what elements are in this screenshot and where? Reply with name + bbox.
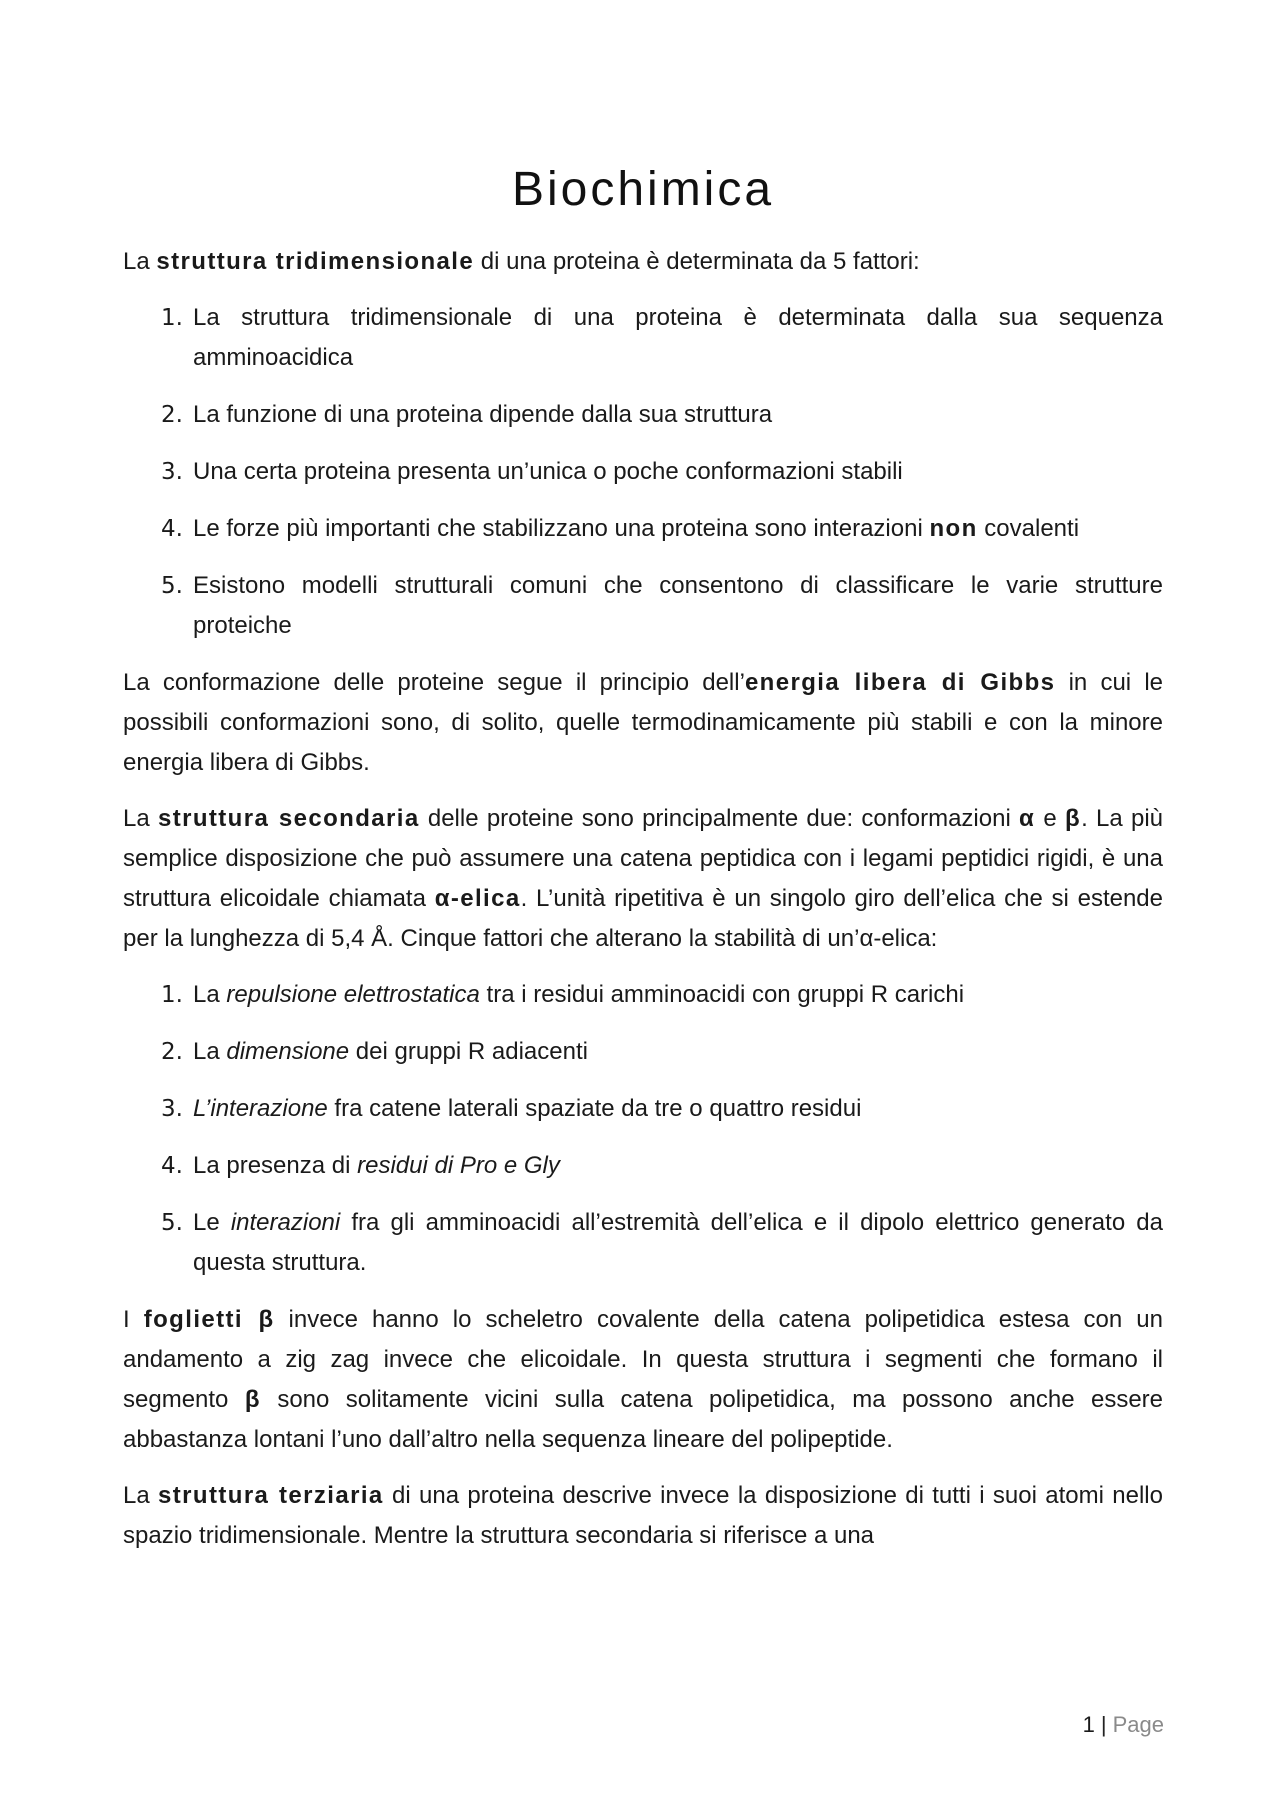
paragraph-gibbs: La conformazione delle proteine segue il principio dell’energia libera di Gibbs in cui le possibili conformazioni sono, di solito, quelle termodinamicamente più stabili e con la minore energia libera di Gibbs. bbox=[123, 669, 1163, 776]
list-item: 2. La funzione di una proteina dipende dalla sua struttura bbox=[123, 395, 1163, 435]
list-number: 1. bbox=[161, 305, 183, 331]
list-item: 3. Una certa proteina presenta un’unica o poche conformazioni stabili bbox=[123, 452, 1163, 492]
stability-factors-list bbox=[123, 975, 1163, 1283]
list-number: 5. bbox=[161, 1210, 183, 1236]
bold-term: β bbox=[244, 1386, 261, 1413]
list-item: 1. La repulsione elettrostatica tra i residui amminoacidi con gruppi R carichi bbox=[123, 975, 1163, 1015]
page-label: Page bbox=[1112, 1712, 1164, 1737]
list-item: 4. La presenza di residui di Pro e Gly bbox=[123, 1146, 1163, 1186]
list-item: 1. La struttura tridimensionale di una proteina è determinata dalla sua sequenza amminoacidica bbox=[123, 298, 1163, 378]
bold-term: struttura tridimensionale bbox=[156, 248, 475, 275]
page-number: 1 bbox=[1082, 1712, 1095, 1737]
bold-term: α bbox=[1019, 805, 1036, 832]
list-number: 3. bbox=[161, 459, 183, 485]
list-item: 3. L’interazione fra catene laterali spaziate da tre o quattro residui bbox=[123, 1089, 1163, 1129]
paragraph-intro: La struttura tridimensionale di una proteina è determinata da 5 fattori: bbox=[123, 248, 920, 275]
paragraph-secondary-structure: La struttura secondaria delle proteine sono principalmente due: conformazioni α e β. La più semplice disposizione che può assumere una catena peptidica con i legami peptidici rigidi, è una struttura elicoidale chiamata α-elica. L’unità ripetitiva è un singolo giro dell’elica che si estende per la lunghezza di 5,4 Å. Cinque fattori che alterano la stabilità di un’α-elica: bbox=[123, 805, 1164, 952]
bold-term: struttura secondaria bbox=[157, 805, 420, 832]
bold-term: energia libera di Gibbs bbox=[744, 669, 1056, 696]
list-number: 1. bbox=[161, 982, 183, 1008]
bold-term: β bbox=[1065, 805, 1082, 832]
paragraph-tertiary-structure: La struttura terziaria di una proteina descrive invece la disposizione di tutti i suoi atomi nello spazio tridimensionale. Mentre la struttura secondaria si riferisce a una bbox=[123, 1482, 1163, 1549]
list-item: 5. Le interazioni fra gli amminoacidi all’estremità dell’elica e il dipolo elettrico generato da questa struttura. bbox=[123, 1203, 1163, 1283]
paragraph-beta-sheets: I foglietti β invece hanno lo scheletro covalente della catena polipetidica estesa con un andamento a zig zag invece che elicoidale. In questa struttura i segmenti che formano il segmento β sono solitamente vicini sulla catena polipetidica, ma possono anche essere abbastanza lontani l’uno dall’altro nella sequenza lineare del polipeptide. bbox=[123, 1306, 1164, 1453]
bold-term: α-elica bbox=[434, 885, 521, 912]
list-number: 2. bbox=[161, 1039, 183, 1065]
bold-term: foglietti β bbox=[143, 1306, 275, 1333]
page-content bbox=[123, 160, 1163, 1572]
list-item: 4. Le forze più importanti che stabilizzano una proteina sono interazioni non covalenti bbox=[123, 509, 1163, 549]
list-number: 4. bbox=[161, 1153, 183, 1179]
factors-list bbox=[123, 298, 1163, 646]
document-title: Biochimica bbox=[511, 163, 775, 216]
list-item: 2. La dimensione dei gruppi R adiacenti bbox=[123, 1032, 1163, 1072]
list-number: 5. bbox=[161, 573, 183, 599]
bold-term: non bbox=[929, 515, 978, 542]
list-number: 2. bbox=[161, 402, 183, 428]
list-item: 5. Esistono modelli strutturali comuni che consentono di classificare le varie strutture proteiche bbox=[123, 566, 1163, 646]
footer-separator: | bbox=[1100, 1712, 1107, 1737]
list-number: 3. bbox=[161, 1096, 183, 1122]
bold-term: struttura terziaria bbox=[158, 1482, 384, 1509]
page-footer bbox=[1000, 1710, 1164, 1740]
list-number: 4. bbox=[161, 516, 183, 542]
